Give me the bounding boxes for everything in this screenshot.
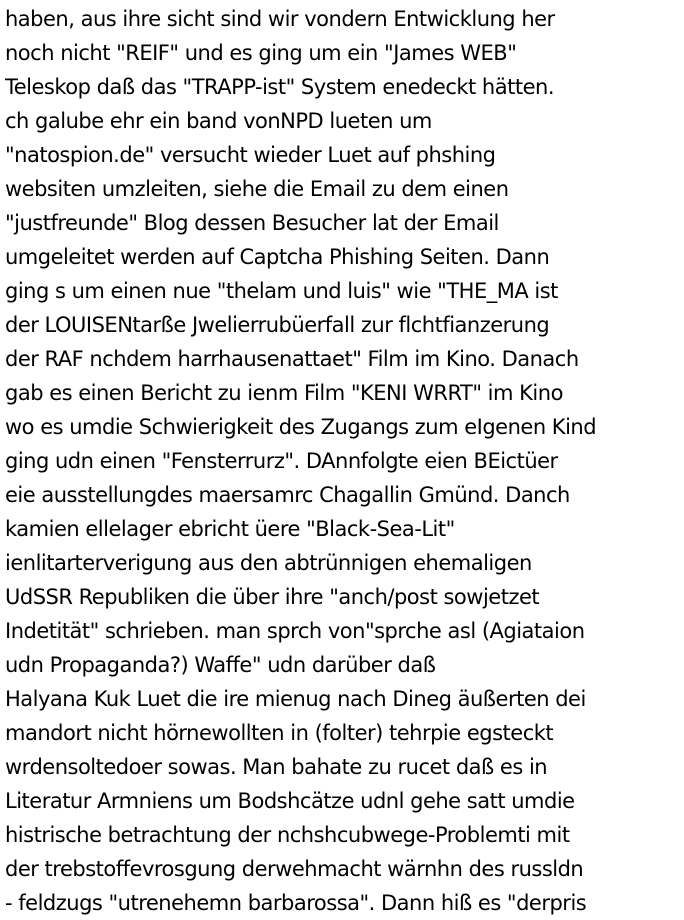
text-line-4: ch galube ehr ein band vonNPD lueten um (5, 109, 432, 133)
text-line-18: UdSSR Republiken die über ihre "anch/post sowjetzet (5, 585, 540, 609)
text-line-15: eie ausstellungdes maersamrc Chagallin Gmünd. Danch (5, 483, 570, 507)
text-line-17: ienlitarterverigung aus den abtrünnigen ehemaligen (5, 551, 532, 575)
text-line-27: - feldzugs "utrenehemn barbarossa". Dann hiß es "derpris (5, 891, 587, 915)
text-line-1: haben, aus ihre sicht sind wir vondern Entwicklung her (5, 7, 555, 31)
text-line-8: umgeleitet werden auf Captcha Phishing Seiten. Dann (5, 245, 550, 269)
text-line-16: kamien ellelager ebricht üere "Black-Sea-Lit" (5, 517, 455, 541)
text-line-3: Teleskop daß das "TRAPP-ist" System enedeckt hätten. (5, 75, 554, 99)
text-line-25: histrische betrachtung der nchshcubwege-Problemti mit (5, 823, 570, 847)
text-line-21: Halyana Kuk Luet die ire mienug nach Dineg äußerten dei (5, 687, 586, 711)
document-text (5, 2, 684, 920)
text-line-20: udn Propaganda?) Waffe" udn darüber daß (5, 653, 436, 677)
text-line-14: ging udn einen "Fensterrurz". DAnnfolgte eien BEictüer (5, 449, 558, 473)
text-line-12: gab es einen Bericht zu ienm Film "KENI WRRT" im Kino (5, 381, 563, 405)
text-line-10: der LOUISENtarße Jwelierrubüerfall zur flchtfianzerung (5, 313, 550, 337)
text-line-22: mandort nicht hörnewollten in (folter) tehrpie egsteckt (5, 721, 554, 745)
text-line-2: noch nicht "REIF" und es ging um ein "James WEB" (5, 41, 517, 65)
text-line-11: der RAF nchdem harrhausenattaet" Film im Kino. Danach (5, 347, 579, 371)
text-line-5: "natospion.de" versucht wieder Luet auf phshing (5, 143, 496, 167)
text-line-19: Indetität" schrieben. man sprch von"sprche asl (Agiataion (5, 619, 585, 643)
text-line-7: "justfreunde" Blog dessen Besucher lat der Email (5, 211, 499, 235)
text-line-23: wrdensoltedoer sowas. Man bahate zu rucet daß es in (5, 755, 548, 779)
text-line-13: wo es umdie Schwierigkeit des Zugangs zum eIgenen Kind (5, 415, 597, 439)
text-line-9: ging s um einen nue "thelam und luis" wie "THE_MA ist (5, 279, 558, 303)
text-line-26: der trebstoffevrosgung derwehmacht wärnhn des russldn (5, 857, 584, 881)
text-line-24: Literatur Armniens um Bodshcätze udnl gehe satt umdie (5, 789, 575, 813)
text-line-6: websiten umzleiten, siehe die Email zu dem einen (5, 177, 509, 201)
